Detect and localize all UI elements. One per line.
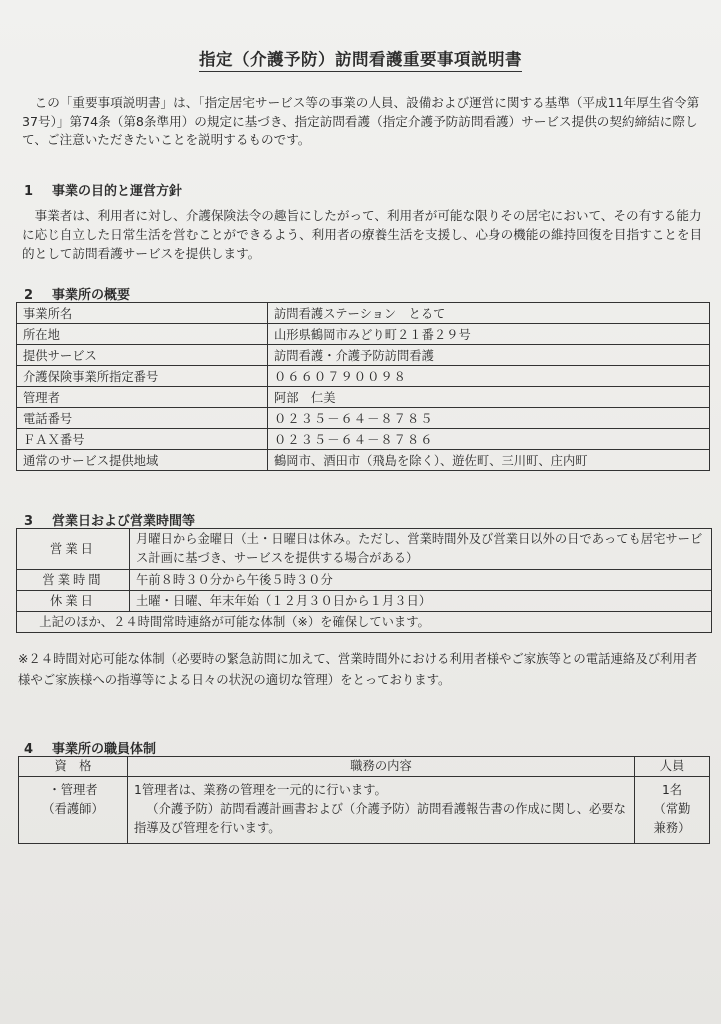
staff-cell bbox=[635, 777, 710, 844]
duty-line-1: 1管理者は、業務の管理を一元的に行います。 bbox=[134, 783, 387, 797]
row-label: 営業時間 bbox=[17, 570, 130, 591]
table-row bbox=[17, 591, 712, 612]
row-value: 午前８時３０分から午後５時３０分 bbox=[130, 570, 712, 591]
table-row bbox=[17, 529, 712, 570]
table-row bbox=[17, 450, 710, 471]
table-header-row bbox=[19, 757, 710, 777]
office-overview-table bbox=[16, 302, 710, 471]
row-value: 土曜・日曜、年末年始（１２月３０日から１月３日） bbox=[130, 591, 712, 612]
section3-heading: 3 営業日および営業時間等 bbox=[24, 514, 196, 529]
row-label: 事業所名 bbox=[17, 303, 268, 324]
row-label: 休業日 bbox=[17, 591, 130, 612]
intro-paragraph: この「重要事項説明書」は、「指定居宅サービス等の事業の人員、設備および運営に関する基準（平成11年厚生省令第37号）」第74条（第8条準用）の規定に基づき、指定訪問看護（指定介護予防訪問看護）サービス提供の契約締結に際して、ご注意いただきたいことを説明するものです。 bbox=[22, 95, 700, 147]
row-value: 月曜日から金曜日（土・日曜日は休み。ただし、営業時間外及び営業日以外の日であっても居宅サービス計画に基づき、サービスを提供する場合がある） bbox=[130, 529, 712, 570]
table-row bbox=[19, 777, 710, 844]
row-value: ０２３５－６４－８７８５ bbox=[268, 408, 710, 429]
row-label: 通常のサービス提供地域 bbox=[17, 450, 268, 471]
table-row bbox=[17, 345, 710, 366]
staff-count: 1名 bbox=[661, 783, 683, 797]
qualification-role: ・管理者 bbox=[48, 783, 98, 797]
row-value: 鶴岡市、酒田市（飛島を除く）、遊佐町、三川町、庄内町 bbox=[268, 450, 710, 471]
row-value: 阿部 仁美 bbox=[268, 387, 710, 408]
row-value: 訪問看護・介護予防訪問看護 bbox=[268, 345, 710, 366]
row-value: 山形県鶴岡市みどり町２１番２９号 bbox=[268, 324, 710, 345]
section1-body: 事業者は、利用者に対し、介護保険法令の趣旨にしたがって、利用者が可能な限りその居宅において、その有する能力に応じ自立した日常生活を営むことができるよう、利用者の療養生活を支援し、心身の機能の維持回復を目指すことを目的として訪問看護サービスを提供します。 bbox=[22, 208, 703, 261]
section1-heading: 1 事業の目的と運営方針 bbox=[24, 184, 183, 199]
row-value: 訪問看護ステーション とるて bbox=[268, 303, 710, 324]
table-row bbox=[17, 570, 712, 591]
row-label: 介護保険事業所指定番号 bbox=[17, 366, 268, 387]
availability-footer: 上記のほか、２４時間常時連絡が可能な体制（※）を確保しています。 bbox=[17, 612, 712, 633]
qualification-license: （看護師） bbox=[42, 802, 104, 816]
table-row bbox=[17, 408, 710, 429]
row-label: 所在地 bbox=[17, 324, 268, 345]
row-label: 提供サービス bbox=[17, 345, 268, 366]
availability-note: ※２４時間対応可能な体制（必要時の緊急訪問に加えて、営業時間外における利用者様やご家族等との電話連絡及び利用者様やご家族様への指導等による日々の状況の適切な管理）をとっております。 bbox=[18, 651, 698, 687]
staff-type: （常勤 bbox=[653, 802, 691, 816]
row-label: 電話番号 bbox=[17, 408, 268, 429]
header-staff: 人員 bbox=[635, 757, 710, 777]
staff-structure-table bbox=[18, 756, 710, 844]
section4-heading: 4 事業所の職員体制 bbox=[24, 742, 157, 757]
duty-line-2: （介護予防）訪問看護計画書および（介護予防）訪問看護報告書の作成に関し、必要な指導及び管理を行います。 bbox=[134, 802, 626, 835]
table-row bbox=[17, 429, 710, 450]
duties-cell bbox=[128, 777, 635, 844]
qualification-cell bbox=[19, 777, 128, 844]
table-row bbox=[17, 366, 710, 387]
table-row bbox=[17, 324, 710, 345]
row-label: ＦＡＸ番号 bbox=[17, 429, 268, 450]
document-title: 指定（介護予防）訪問看護重要事項説明書 bbox=[0, 46, 721, 70]
header-duties: 職務の内容 bbox=[128, 757, 635, 777]
table-row bbox=[17, 303, 710, 324]
header-qualification: 資 格 bbox=[19, 757, 128, 777]
row-label: 管理者 bbox=[17, 387, 268, 408]
staff-type-2: 兼務） bbox=[653, 821, 691, 835]
section2-heading: 2 事業所の概要 bbox=[24, 288, 131, 303]
row-value: ０２３５－６４－８７８６ bbox=[268, 429, 710, 450]
table-row bbox=[17, 612, 712, 633]
business-hours-table bbox=[16, 528, 712, 633]
row-label: 営業日 bbox=[17, 529, 130, 570]
table-row bbox=[17, 387, 710, 408]
row-value: ０６６０７９００９８ bbox=[268, 366, 710, 387]
